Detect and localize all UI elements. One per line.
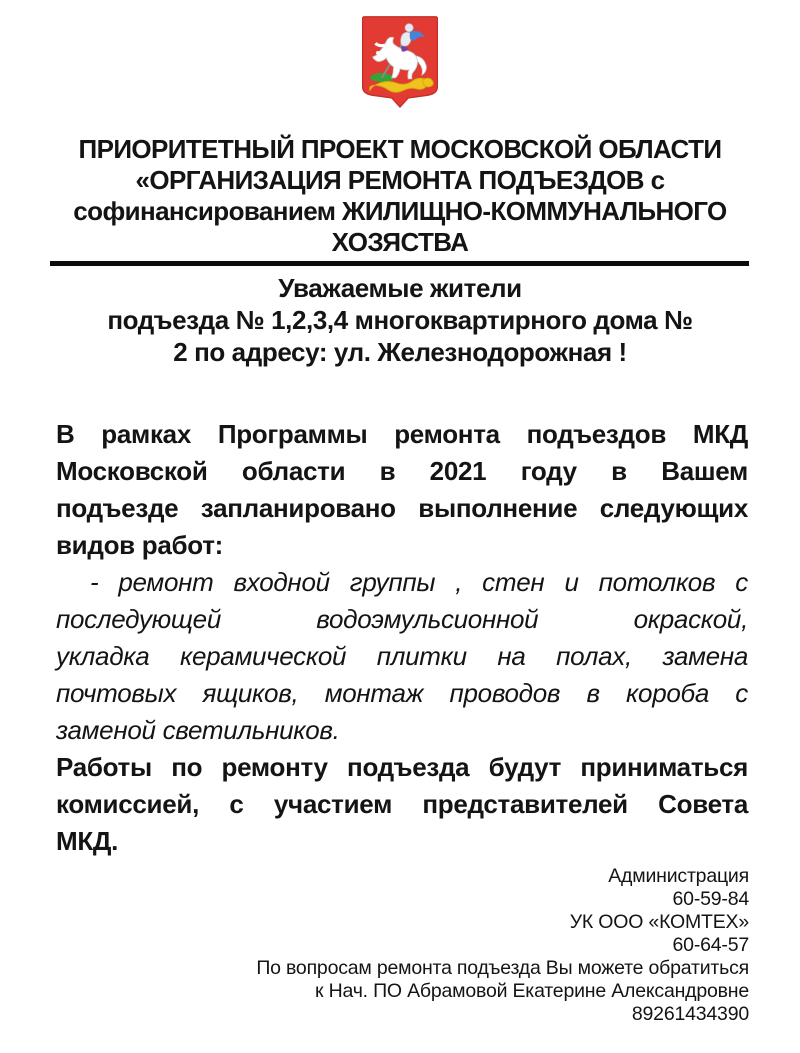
title-line: софинансированием ЖИЛИЩНО-КОММУНАЛЬНОГО [73, 196, 727, 226]
body-line: видов работ: [56, 530, 223, 560]
body-line: МКД. [56, 826, 119, 856]
contact-note: По вопросам ремонта подъезда Вы можете обратиться [256, 957, 749, 979]
contact-mobile: 89261434390 [631, 1003, 749, 1025]
body-line: укладка керамической плитки на полах, замена [56, 641, 748, 671]
contact-phone: 60-64-57 [672, 934, 749, 956]
title-line: ПРИОРИТЕТНЫЙ ПРОЕКТ МОСКОВСКОЙ ОБЛАСТИ [78, 134, 722, 164]
body-line: последующей водоэмульсионной окраской, [56, 604, 748, 634]
document-title [0, 134, 800, 258]
title-line: «ОРГАНИЗАЦИЯ РЕМОНТА ПОДЪЕЗДОВ с [135, 165, 665, 195]
contact-block [0, 865, 800, 1026]
paragraph-intro [56, 416, 748, 564]
body-line: почтовых ящиков, монтаж проводов в короба с [56, 678, 748, 708]
contact-org: УК ООО «КОМТЕХ» [569, 911, 749, 933]
body-line: подъезде запланировано выполнение следующих [56, 493, 748, 523]
body-text [0, 416, 800, 860]
body-line: заменой светильников. [56, 715, 340, 745]
body-line: - ремонт входной группы , стен и потолков с [90, 567, 748, 597]
salutation-line: 2 по адресу: ул. Железнодорожная ! [173, 337, 627, 367]
paragraph-acceptance [56, 749, 748, 860]
title-line: ХОЗЯСТВА [331, 227, 469, 257]
body-line: В рамках Программы ремонта подъездов МКД [56, 419, 748, 449]
salutation-line: Уважаемые жители [278, 273, 522, 303]
contact-person: к Нач. ПО Абрамовой Екатерине Александровне [315, 980, 749, 1002]
paragraph-works-list [56, 564, 748, 749]
contact-org: Администрация [608, 865, 749, 887]
salutation-block [0, 266, 800, 368]
body-line: Московской области в 2021 году в Вашем [56, 456, 748, 486]
moscow-oblast-coat-of-arms-icon [359, 14, 441, 108]
body-line: Работы по ремонту подъезда будут приниматься [56, 752, 748, 782]
body-line: комиссией, с участием представителей Совета [56, 789, 748, 819]
salutation-line: подъезда № 1,2,3,4 многоквартирного дома № [107, 305, 693, 335]
contact-phone: 60-59-84 [672, 888, 749, 910]
coat-of-arms-container [0, 0, 800, 108]
